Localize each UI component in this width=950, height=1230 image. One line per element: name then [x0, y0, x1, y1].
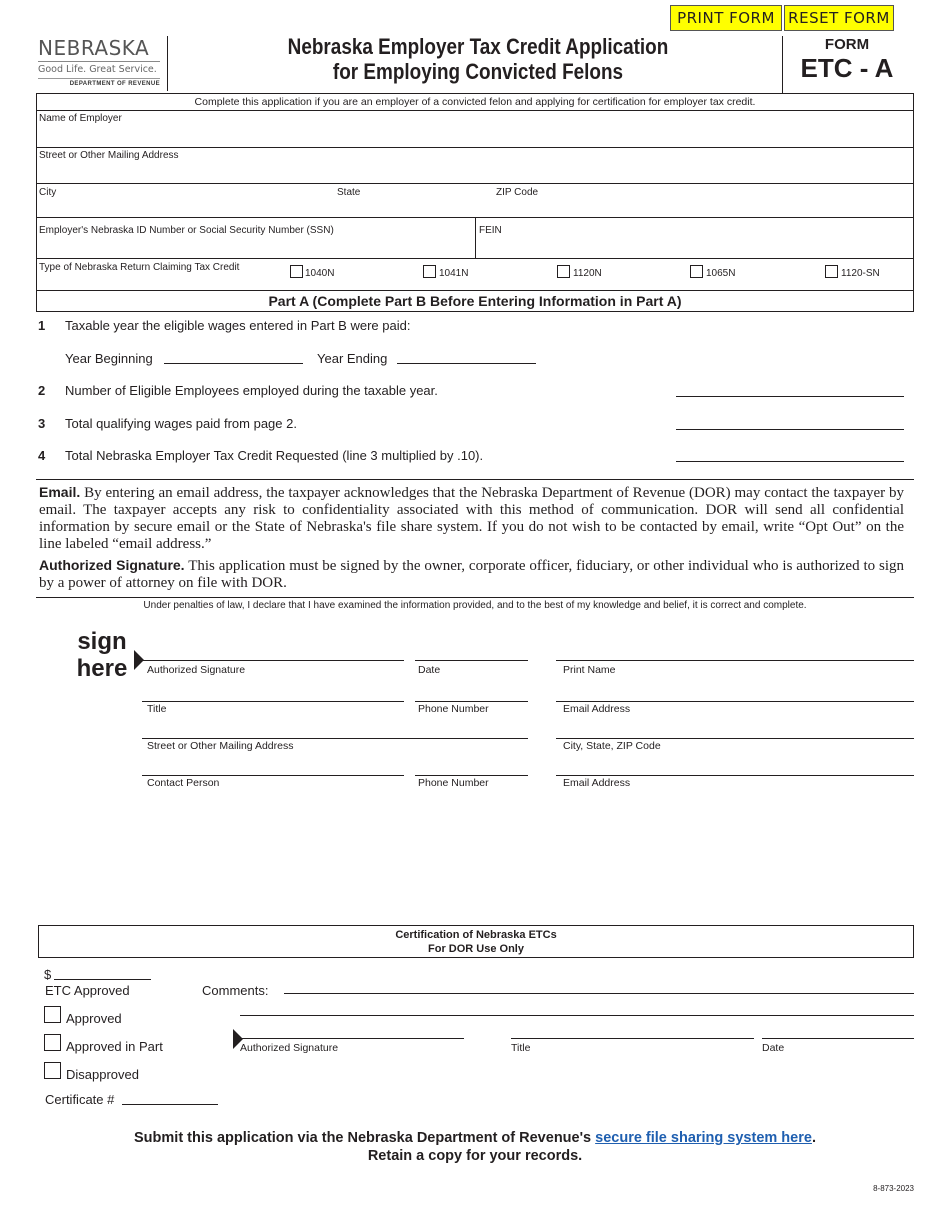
sign-here-line1: sign — [77, 628, 127, 655]
dor-authorized-signature-label: Authorized Signature — [240, 1042, 339, 1054]
zip-input[interactable] — [496, 199, 900, 217]
declaration: Under penalties of law, I declare that I have examined the information provided, and to the best of my knowledge and belief, it is correct and complete. — [143, 600, 807, 611]
form-title-line2: for Employing Convicted Felons — [332, 59, 624, 84]
approved-label: Approved — [66, 1011, 122, 1026]
employer-name-input[interactable] — [40, 127, 904, 147]
fein-label: FEIN — [479, 225, 502, 236]
approved-in-part-checkbox[interactable] — [44, 1034, 61, 1051]
dor-date-label: Date — [762, 1042, 785, 1054]
contact-person-label: Contact Person — [147, 777, 220, 789]
etc-approved-label: ETC Approved — [45, 983, 130, 998]
line-1-number: 1 — [38, 318, 46, 333]
line-2-number: 2 — [38, 383, 46, 398]
city-input[interactable] — [40, 199, 324, 217]
comments-label: Comments: — [202, 983, 269, 998]
phone-number-label: Phone Number — [418, 703, 489, 715]
employer-id-label: Employer's Nebraska ID Number or Social Security Number (SSN) — [39, 225, 334, 236]
contact-phone-label: Phone Number — [418, 777, 489, 789]
dor-title-label: Title — [511, 1042, 531, 1054]
name-of-employer-label: Name of Employer — [39, 113, 122, 124]
line-2-text: Number of Eligible Employees employed during the taxable year. — [65, 383, 438, 398]
fein-input[interactable] — [480, 238, 904, 256]
approved-checkbox[interactable] — [44, 1006, 61, 1023]
line-4-text: Total Nebraska Employer Tax Credit Requested (line 3 multiplied by .10). — [65, 448, 484, 463]
retain-copy-note: Retain a copy for your records. — [367, 1148, 583, 1164]
contact-email-label: Email Address — [563, 777, 631, 789]
nebraska-logo — [38, 36, 170, 87]
logo-name: NEBRASKA — [38, 36, 150, 60]
submit-instructions — [0, 1129, 950, 1165]
signer-street-input[interactable] — [146, 721, 530, 739]
secure-file-sharing-link[interactable]: secure file sharing system here — [595, 1130, 812, 1146]
state-label: State — [337, 187, 361, 198]
line-3-input[interactable] — [678, 412, 906, 430]
line-4-number: 4 — [38, 448, 46, 463]
form-number: 8-873-2023 — [873, 1184, 914, 1193]
form-id — [782, 36, 912, 83]
signature-date-label: Date — [418, 664, 441, 676]
year-ending-label: Year Ending — [317, 351, 388, 366]
title-label: Title — [147, 703, 167, 715]
signature-date-input[interactable] — [418, 643, 530, 661]
form-title — [222, 34, 735, 84]
line-2-input[interactable] — [678, 379, 906, 397]
contact-person-input[interactable] — [146, 758, 406, 776]
print-form-button[interactable]: PRINT FORM — [670, 5, 782, 31]
label-1120n: 1120N — [573, 268, 602, 279]
reset-form-button[interactable]: RESET FORM — [784, 5, 894, 31]
sign-here-line2: here — [76, 655, 128, 682]
instructions: Complete this application if you are an employer of a convicted felon and applying for certification for employer tax credit. — [194, 96, 756, 108]
phone-number-input[interactable] — [418, 684, 530, 702]
print-name-label: Print Name — [563, 664, 616, 676]
email-address-label: Email Address — [563, 703, 631, 715]
label-1041n: 1041N — [439, 268, 469, 279]
checkbox-1120n[interactable] — [557, 265, 570, 278]
city-state-zip-input[interactable] — [560, 721, 914, 739]
disapproved-label: Disapproved — [66, 1067, 139, 1082]
signature-note-text: This application must be signed by the owner, corporate officer, fiduciary, or other individual who is authorized to sign by a power of attorney on file with DOR. — [39, 558, 904, 591]
logo-tagline: Good Life. Great Service. — [38, 64, 157, 75]
label-1040n: 1040N — [305, 268, 335, 279]
year-beginning-label: Year Beginning — [65, 351, 153, 366]
email-note-text: By entering an email address, the taxpayer acknowledges that the Nebraska Department of Revenue (DOR) may contact the taxpayer by email. The taxpayer accepts any risk to confidentiality associated with this method of communication. DOR will send all confidential information by secure email or the State of Nebraska's file share system. If you do not wish to be contacted by email, write “Opt Out” on the line labeled “email address.” — [39, 485, 905, 552]
part-a-heading: Part A (Complete Part B Before Entering Information in Part A) — [268, 293, 682, 309]
zip-label: ZIP Code — [496, 187, 539, 198]
logo-department: DEPARTMENT OF REVENUE — [69, 81, 160, 87]
title-input[interactable] — [146, 684, 406, 702]
signature-note — [39, 557, 904, 592]
line-3-text: Total qualifying wages paid from page 2. — [65, 416, 297, 431]
submit-prefix: Submit this application via the Nebraska Department of Revenue's — [134, 1130, 596, 1146]
dor-use-heading-line1: Certification of Nebraska ETCs — [395, 929, 557, 941]
contact-email-input[interactable] — [560, 758, 914, 776]
email-address-input[interactable] — [560, 684, 914, 702]
label-1065n: 1065N — [706, 268, 736, 279]
email-note — [39, 484, 904, 553]
city-label: City — [39, 187, 57, 198]
submit-suffix: . — [811, 1130, 816, 1146]
contact-phone-input[interactable] — [418, 758, 530, 776]
dor-use-heading-line2: For DOR Use Only — [428, 943, 524, 955]
sign-here — [70, 628, 134, 682]
dollar-sign: $ — [44, 967, 52, 982]
authorized-signature-input[interactable] — [146, 643, 406, 661]
state-input[interactable] — [337, 199, 481, 217]
line-4-input[interactable] — [678, 444, 906, 462]
form-label: FORM — [824, 36, 870, 53]
disapproved-checkbox[interactable] — [44, 1062, 61, 1079]
form-code: ETC - A — [800, 53, 894, 83]
approved-in-part-label: Approved in Part — [66, 1039, 163, 1054]
street-address-label: Street or Other Mailing Address — [39, 150, 179, 161]
line-3-number: 3 — [38, 416, 46, 431]
form-title-line1: Nebraska Employer Tax Credit Application — [287, 34, 669, 59]
return-type-label: Type of Nebraska Return Claiming Tax Credit — [39, 262, 240, 273]
signature-note-label: Authorized Signature. — [39, 557, 185, 573]
print-name-input[interactable] — [560, 643, 914, 661]
checkbox-1065n[interactable] — [690, 265, 703, 278]
authorized-signature-label: Authorized Signature — [147, 664, 246, 676]
email-note-label: Email. — [39, 484, 81, 500]
checkbox-1040n[interactable] — [290, 265, 303, 278]
signer-street-label: Street or Other Mailing Address — [147, 740, 294, 752]
city-state-zip-label: City, State, ZIP Code — [563, 740, 661, 752]
certificate-label: Certificate # — [45, 1092, 115, 1107]
checkbox-1120sn[interactable] — [825, 265, 838, 278]
label-1120sn: 1120-SN — [841, 268, 880, 279]
checkbox-1041n[interactable] — [423, 265, 436, 278]
dor-use-heading — [38, 925, 914, 958]
line-1-text: Taxable year the eligible wages entered in Part B were paid: — [65, 318, 411, 333]
employer-id-input[interactable] — [40, 238, 464, 256]
street-address-input[interactable] — [40, 164, 904, 184]
